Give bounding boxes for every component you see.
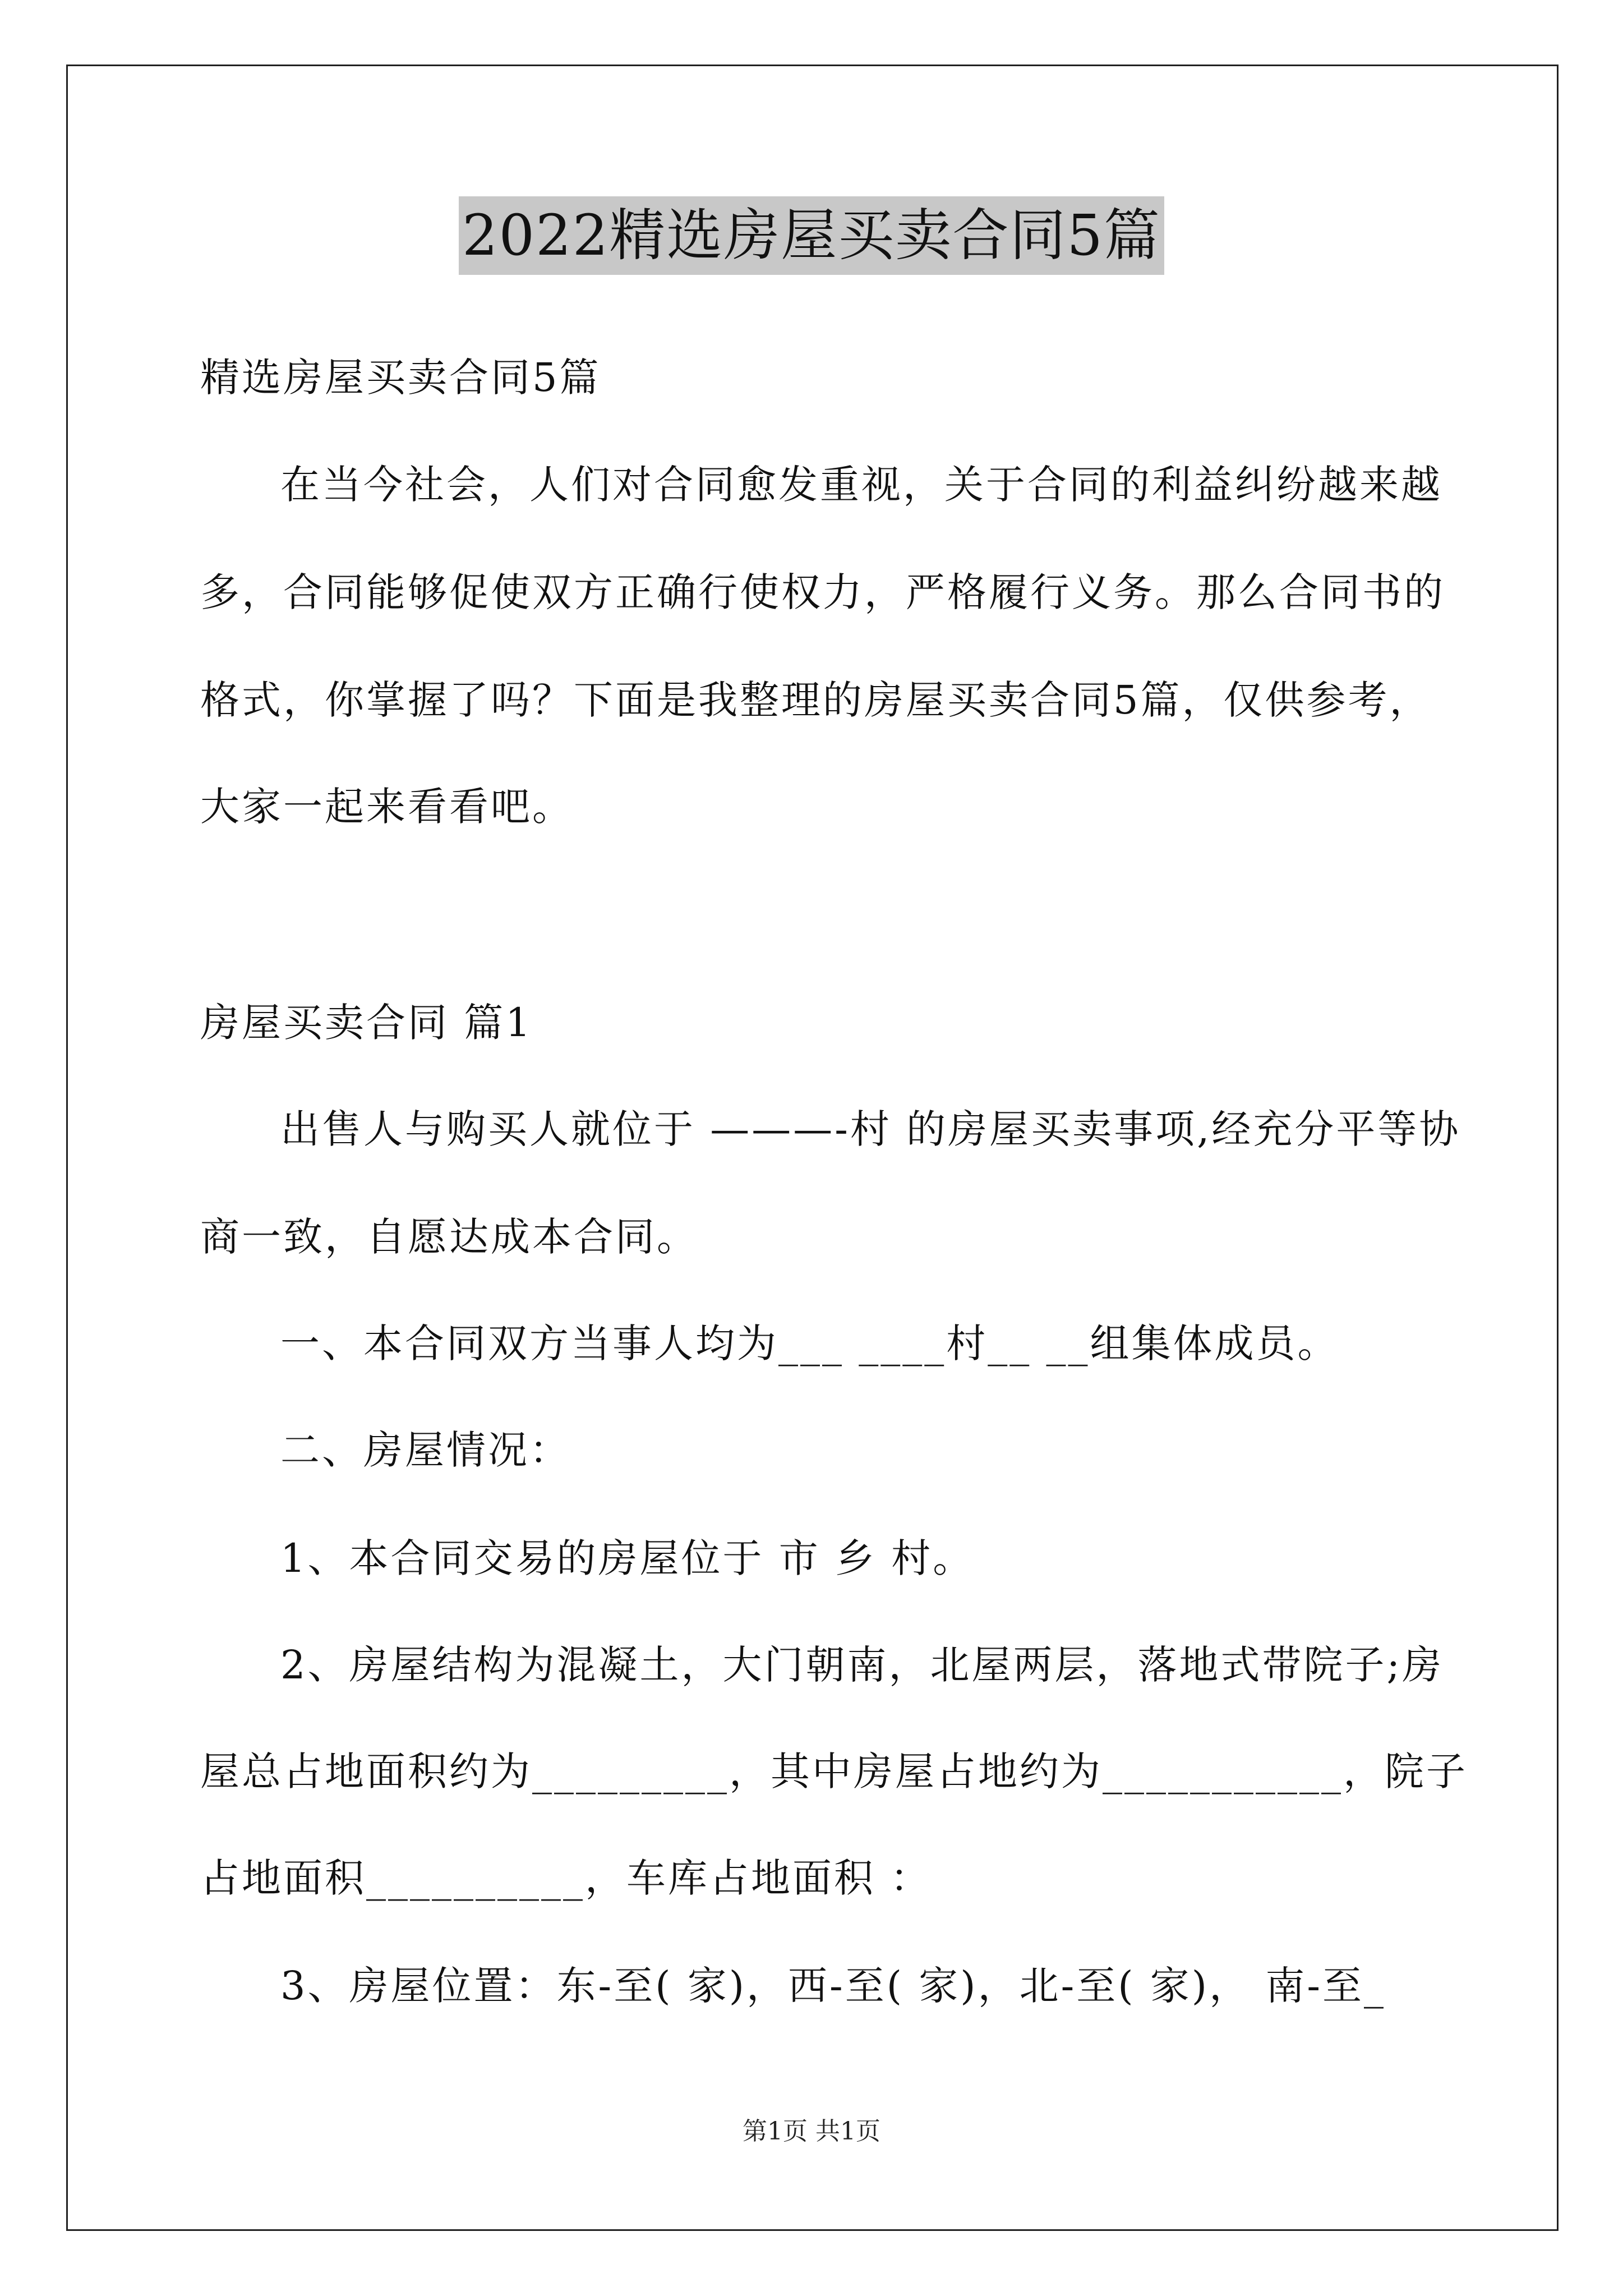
- document-subtitle: 精选房屋买卖合同5篇: [200, 355, 601, 401]
- page-number: 第1页 共1页: [743, 2117, 880, 2146]
- body-line: 2、房屋结构为混凝土，大门朝南，北屋两层，落地式带院子;房: [280, 1642, 1444, 1688]
- body-line: 出售人与购买人就位于 ———-村 的房屋买卖事项,经充分平等协: [280, 1106, 1461, 1152]
- intro-line: 在当今社会，人们对合同愈发重视，关于合同的利益纠纷越来越: [280, 462, 1442, 508]
- body-line: 屋总占地面积约为_________，其中房屋占地约为___________，院子: [200, 1749, 1468, 1795]
- body-line: 商一致，自愿达成本合同。: [200, 1214, 698, 1260]
- document-title: 2022精选房屋买卖合同5篇: [459, 196, 1164, 275]
- intro-line: 大家一起来看看吧。: [200, 784, 574, 830]
- body-line: 占地面积__________，车库占地面积 ：: [200, 1855, 932, 1901]
- intro-line: 格式，你掌握了吗？下面是我整理的房屋买卖合同5篇，仅供参考，: [200, 677, 1431, 723]
- body-line: 二、房屋情况：: [280, 1427, 571, 1473]
- body-line: 3、房屋位置：东-至( 家)，西-至( 家)，北-至( 家)， 南-至_: [280, 1963, 1386, 2009]
- section-heading: 房屋买卖合同 篇1: [200, 1000, 533, 1046]
- body-line: 一、本合同双方当事人均为___ ____村__ __组集体成员。: [280, 1320, 1339, 1366]
- title-container: [0, 196, 1623, 275]
- body-line: 1、本合同交易的房屋位于 市 乡 村。: [280, 1535, 975, 1581]
- intro-line: 多，合同能够促使双方正确行使权力，严格履行义务。那么合同书的: [200, 569, 1445, 615]
